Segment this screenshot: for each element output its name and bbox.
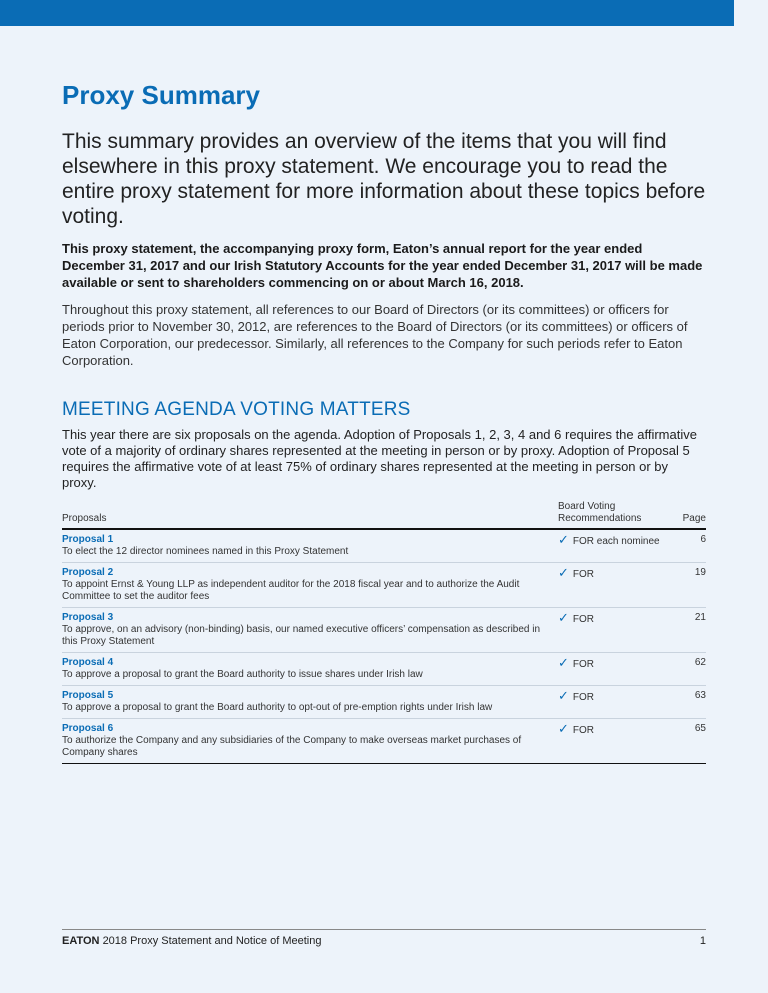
section-intro: This year there are six proposals on the agenda. Adoption of Proposals 1, 2, 3, 4 and 6 requires the affirmative vote of a majority of ordinary shares represented at the meeting in person or by proxy. Adoption of Proposal 5 requires the affirmative vote of at least 75% of ordinary shares represented at the meeting in person or by proxy. [62,427,697,490]
proposal-title[interactable]: Proposal 3 [62,612,114,623]
main-content [62,80,706,764]
availability-notice: This proxy statement, the accompanying proxy form, Eaton’s annual report for the year ended December 31, 2017 and our Irish Statutory Accounts for the year ended December 31, 2017 will be made available or sent to shareholders commencing on or about March 16, 2018. [62,241,703,290]
check-icon: ✓ [558,610,569,625]
footer-page-number: 1 [699,935,706,947]
table-row [62,563,706,608]
proposal-title[interactable]: Proposal 2 [62,567,114,578]
proposal-title[interactable]: Proposal 1 [62,534,114,545]
table-row [62,719,706,764]
proposal-description: To appoint Ernst & Young LLP as independent auditor for the 2018 fiscal year and to authorize the Audit Committee to set the auditor fees [62,579,520,602]
footer-brand: EATON [62,935,100,947]
recommendation: FOR [572,569,595,580]
header-proposals: Proposals [62,501,558,529]
page-number: 19 [680,563,706,608]
proposal-description: To approve, on an advisory (non-binding) basis, our named executive officers’ compensation as described in this Proxy Statement [62,624,541,647]
check-icon: ✓ [558,565,569,580]
recommendation: FOR [572,725,595,736]
recommendation: FOR [572,614,595,625]
proposal-description: To approve a proposal to grant the Board authority to issue shares under Irish law [62,669,423,680]
proposal-title[interactable]: Proposal 6 [62,723,114,734]
recommendation: FOR [572,659,595,670]
section-title: MEETING AGENDA VOTING MATTERS [62,399,411,420]
page-footer [62,929,706,947]
table-row [62,686,706,719]
header-bar [0,0,734,26]
page-number: 62 [680,653,706,686]
table-row [62,653,706,686]
check-icon: ✓ [558,688,569,703]
intro-text: This summary provides an overview of the items that you will find elsewhere in this proxy statement. We encourage you to read the entire proxy statement for more information about these topics before voting. [62,130,706,228]
page-number: 63 [680,686,706,719]
recommendation: FOR [572,692,595,703]
header-page: Page [680,501,706,529]
proposal-description: To authorize the Company and any subsidiaries of the Company to make overseas market purchases of Company shares [62,735,522,758]
page-number: 65 [680,719,706,764]
check-icon: ✓ [558,655,569,670]
proposals-table [62,501,706,764]
check-icon: ✓ [558,532,569,547]
references-paragraph: Throughout this proxy statement, all references to our Board of Directors (or its committees) or officers for periods prior to November 30, 2012, are references to the Board of Directors (or its committees) or officers of Eaton Corporation, our predecessor. Similarly, all references to the Company for such periods refer to Eaton Corporation. [62,302,688,368]
proposal-title[interactable]: Proposal 4 [62,657,114,668]
header-recommendations: Board Voting Recommendations [558,501,680,529]
proposal-description: To elect the 12 director nominees named in this Proxy Statement [62,546,349,557]
table-row [62,608,706,653]
page-number: 21 [680,608,706,653]
check-icon: ✓ [558,721,569,736]
page-number: 6 [680,529,706,563]
footer-text: 2018 Proxy Statement and Notice of Meeting [102,935,322,947]
table-header-row [62,501,706,529]
recommendation: FOR each nominee [572,536,660,547]
page-title: Proxy Summary [62,80,260,110]
proposal-title[interactable]: Proposal 5 [62,690,114,701]
table-row [62,529,706,563]
proposal-description: To approve a proposal to grant the Board authority to opt-out of pre-emption rights under Irish law [62,702,493,713]
